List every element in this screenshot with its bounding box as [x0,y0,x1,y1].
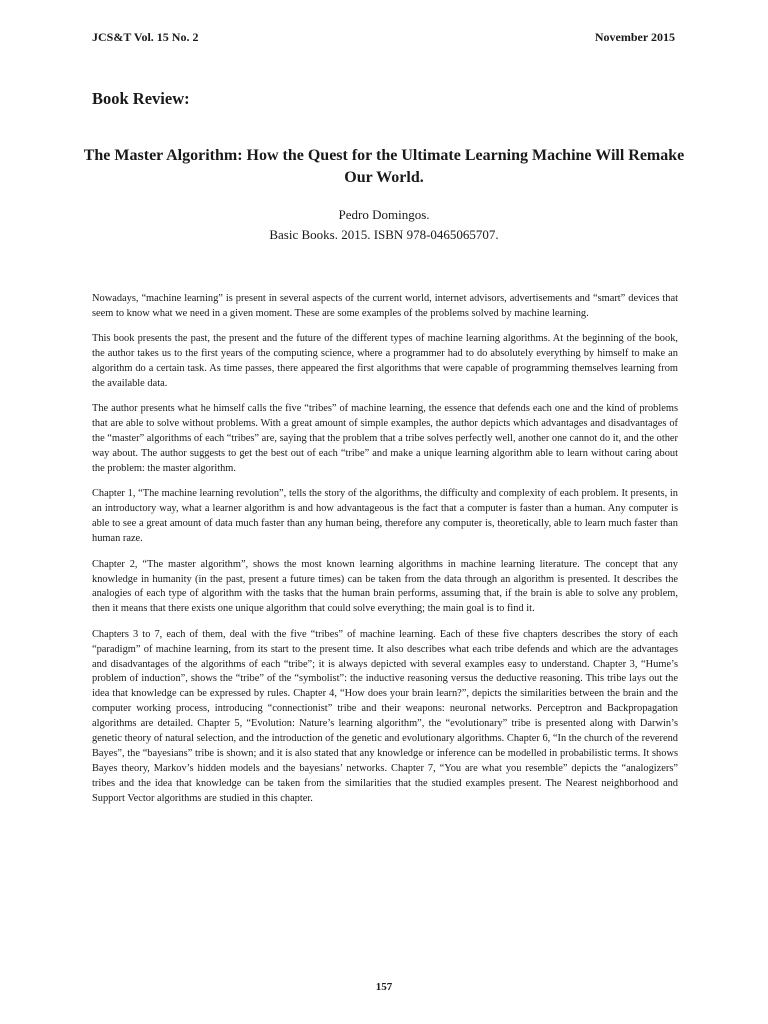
paragraph-chapters-3-7: Chapters 3 to 7, each of them, deal with the five “tribes” of machine learning. Each of these five chapters describes the story of each “paradigm” of machine learning, from its start to the present time. It also describes what each tribe defends and which are the advantages and disadvantages of the algorithms of each “tribe”; it is always depicted with several examples easy to understand. Chapter 3, “Hume’s problem of induction”, shows the “tribe” of the “symbolist”: the inductive reasoning versus the deductive reasoning. This tribe lays out the idea that knowledge can be expressed by rules. Chapter 4, “How does your brain learn?”, depicts the similarities between the brain and the computer working process, introducing “connectionist” tribe and their weapons: neuronal networks. Perceptron and Backpropagation algorithms are detailed. Chapter 5, “Evolution: Nature’s learning algorithm”, the “evolutionary” tribe is presented along with Darwin’s genetic theory of natural selection, and the introduction of the genetic and evolutionary algorithms. Chapter 6, “In the church of the reverend Bayes”, the “bayesians” tribe is shown; and it is also stated that any knowledge or inference can be modelled in probabilistic terms. It shows Bayes theory, Markov’s hidden models and the bayesians’ networks. Chapter 7, “You are what you resemble” depicts the “analogizers” tribes and the idea that knowledge can be taken from the similarities that the studied examples present. The Nearest neighborhood and Support Vector algorithms are studied in this chapter. [92,628,678,804]
paragraph-chapter-1: Chapter 1, “The machine learning revolution”, tells the story of the algorithms, the difficulty and complexity of each problem. It presents, in an introductory way, what a learner algorithm is and how advantageous is the fact that a computer is faster than a human. Any computer is able to see a great amount of data much faster than any human being, therefore any computer is, theoretically, able to learn much faster than human raze. [92,488,678,545]
review-body [92,292,678,817]
journal-volume: JCS&T Vol. 15 No. 2 [92,30,199,44]
issue-date: November 2015 [594,30,675,44]
book-metadata [80,205,688,245]
paragraph-tribes: The author presents what he himself calls the five “tribes” of machine learning, the essence that defends each one and the kind of problems that are able to solve without problems. With a great amount of simple examples, the author depicts which advantages and disadvantages of the “master” algorithms of each “tribes” are, saying that the problem that a tribe solves perfectly well, another one cannot do it, and the other way about. The author suggests to get the best out of each “tribe” and make a unique learning algorithm able to learn without caring about the problem: the master algorithm. [92,403,678,475]
book-author: Pedro Domingos. [338,207,430,222]
running-header [92,30,675,45]
book-title: The Master Algorithm: How the Quest for the Ultimate Learning Machine Will Remake Our World. [83,147,685,186]
paragraph-overview: This book presents the past, the present and the future of the different types of machine learning algorithms. At the beginning of the book, the author takes us to the first years of the computing science, where a programmer had to do absolutely everything by himself to make an algorithm do a certain task. As time passes, there appeared the first algorithms that were capable of programming themselves learning from the available data. [92,333,678,390]
section-label: Book Review: [92,89,190,108]
paragraph-intro: Nowadays, “machine learning” is present in several aspects of the current world, internet advisors, advertisements and “smart” devices that seem to know what we need in a given moment. These are some examples of the problems solved by machine learning. [92,293,678,319]
book-publication: Basic Books. 2015. ISBN 978-0465065707. [269,227,499,242]
page-number: 157 [375,981,393,993]
paragraph-chapter-2: Chapter 2, “The master algorithm”, shows the most known learning algorithms in machine learning literature. The concept that any knowledge in humanity (in the past, present a future times) can be taken from the data through an algorithm is presented. It describes the analogies of each type of algorithm with the tasks that the human brain performs, assuming that, if the brain is able to solve any problem, then it means that there exists one unique algorithm that could solve everything; the main goal is to find it. [92,558,678,615]
